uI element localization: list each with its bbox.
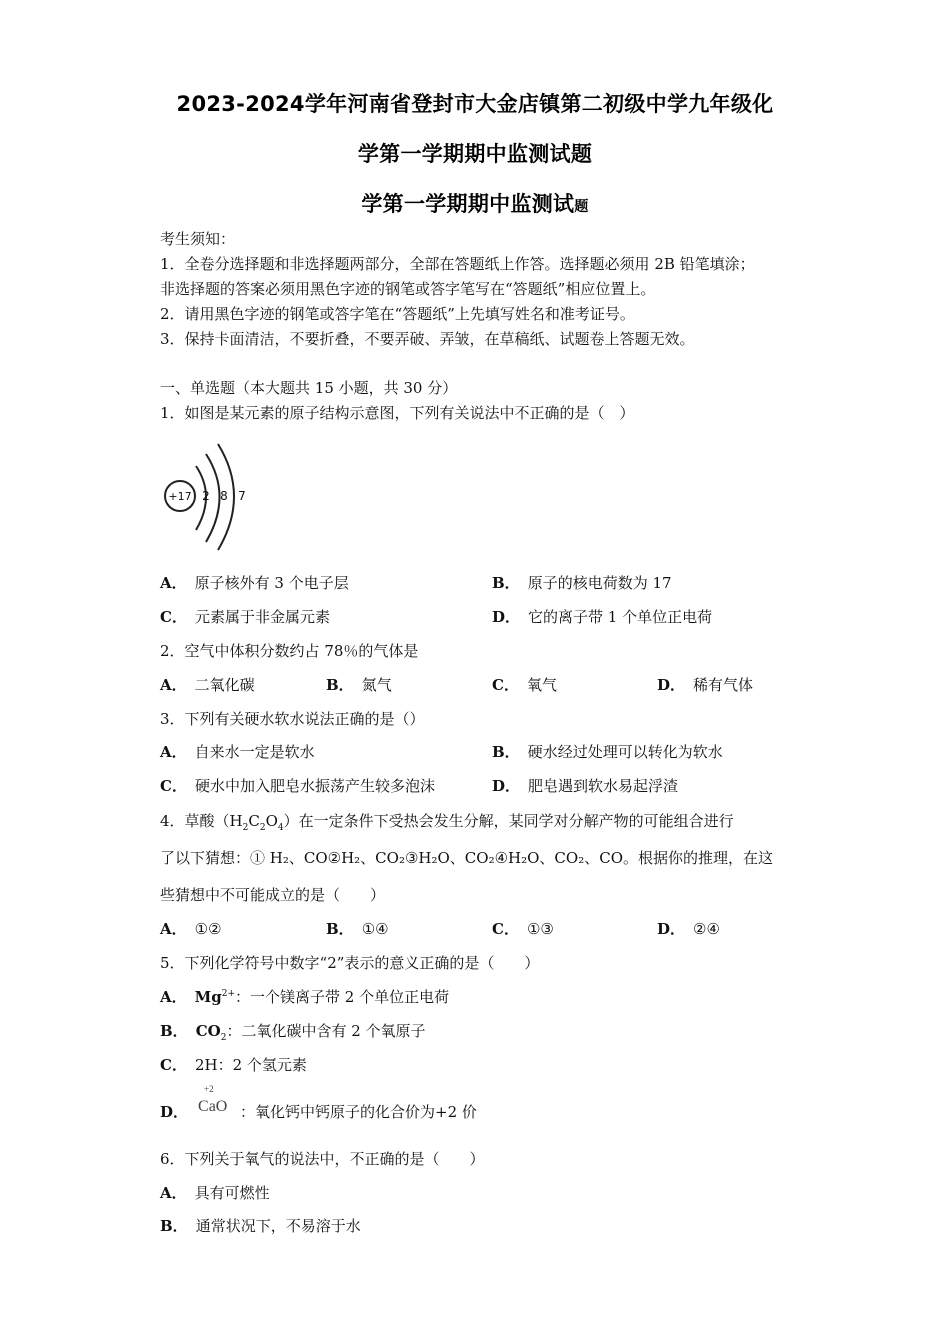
q1-option-c: C． 元素属于非金属元素 — [160, 608, 330, 626]
q5-option-a: A． $Mg^{2+}$：一个镁离子带 2 个单位正电荷 — [160, 988, 450, 1006]
section-heading: 一、单选题（本大题共 15 小题，共 30 分） — [160, 379, 458, 397]
page-title-line-3-small: 题 — [574, 199, 589, 215]
notice-item-2: 2．请用黑色字迹的钢笔或答字笔在“答题纸”上先填写姓名和准考证号。 — [160, 305, 635, 323]
notice-item-1-cont: 非选择题的答案必须用黑色字迹的钢笔或答字笔写在“答题纸”相应位置上。 — [160, 280, 656, 298]
atom-structure-diagram — [158, 438, 258, 553]
q3-option-a: A． 自来水一定是软水 — [160, 743, 315, 761]
page-title-line-3 — [0, 188, 950, 218]
q4-option-d: D． ②④ — [657, 920, 720, 938]
q4-option-b: B． ①④ — [326, 920, 389, 938]
q3-stem: 3．下列有关硬水软水说法正确的是（） — [160, 710, 425, 728]
shell-2-electrons: 8 — [220, 489, 228, 503]
q6-option-b: B． 通常状况下，不易溶于水 — [160, 1217, 361, 1235]
shell-3-electrons: 7 — [238, 489, 246, 503]
q4-stem-line-2: 了以下猜想：① H₂、CO②H₂、CO₂③H₂O、CO₂④H₂O、CO₂、CO。根据你的推理，在这 — [160, 849, 773, 867]
q2-option-d: D． 稀有气体 — [657, 676, 754, 694]
q5-option-d: D． +2 CaO ：氧化钙中钙原子的化合价为+2 价 — [160, 1084, 477, 1121]
q2-option-a: A． 二氧化碳 — [160, 676, 255, 694]
q4-option-c: C． ①③ — [492, 920, 554, 938]
q4-option-a: A． ①② — [160, 920, 222, 938]
page-title-line-1: 2023-2024学年河南省登封市大金店镇第二初级中学九年级化 — [176, 92, 774, 116]
nucleus-charge: +17 — [168, 490, 192, 503]
q6-option-a: A． 具有可燃性 — [160, 1184, 270, 1202]
notice-item-1: 1．全卷分选择题和非选择题两部分，全部在答题纸上作答。选择题必须用 2B 铅笔填涂； — [160, 255, 755, 273]
q1-stem: 1．如图是某元素的原子结构示意图，下列有关说法中不正确的是（ ） — [160, 404, 635, 422]
q2-option-c: C． 氧气 — [492, 676, 557, 694]
q5-option-b: B． $CO_2$：二氧化碳中含有 2 个氧原子 — [160, 1022, 426, 1043]
q4-stem-line-3: 些猜想中不可能成立的是（ ） — [160, 886, 386, 904]
q1-option-b: B． 原子的核电荷数为 17 — [492, 574, 672, 592]
q1-option-d: D． 它的离子带 1 个单位正电荷 — [492, 608, 713, 626]
notice-item-3: 3．保持卡面清洁，不要折叠，不要弄破、弄皱，在草稿纸、试题卷上答题无效。 — [160, 330, 695, 348]
q2-stem: 2．空气中体积分数约占 78％的气体是 — [160, 642, 419, 660]
q6-stem: 6．下列关于氧气的说法中，不正确的是（ ） — [160, 1150, 485, 1168]
q3-option-b: B． 硬水经过处理可以转化为软水 — [492, 743, 723, 761]
q5-option-c: C． 2H：2 个氢元素 — [160, 1056, 307, 1074]
cao-symbol: CaO — [198, 1098, 228, 1115]
q3-option-d: D． 肥皂遇到软水易起浮渣 — [492, 777, 679, 795]
cao-formula — [196, 1084, 240, 1117]
shell-1-electrons: 2 — [202, 489, 210, 503]
q5-stem: 5．下列化学符号中数字“2”表示的意义正确的是（ ） — [160, 954, 540, 972]
page-title-line-2: 学第一学期期中监测试题 — [357, 142, 593, 166]
notice-heading: 考生须知： — [160, 230, 236, 248]
page-title-line-3-main: 学第一学期期中监测试 — [361, 192, 575, 216]
q2-option-b: B． 氮气 — [326, 676, 392, 694]
q1-option-a: A． 原子核外有 3 个电子层 — [160, 574, 349, 592]
cao-charge: +2 — [204, 1084, 214, 1094]
q4-stem-line-1: 4．草酸$(H_2C_2O_4)$在一定条件下受热会发生分解，某同学对分解产物的可能组合进行 — [160, 812, 734, 833]
q3-option-c: C． 硬水中加入肥皂水振荡产生较多泡沫 — [160, 777, 435, 795]
